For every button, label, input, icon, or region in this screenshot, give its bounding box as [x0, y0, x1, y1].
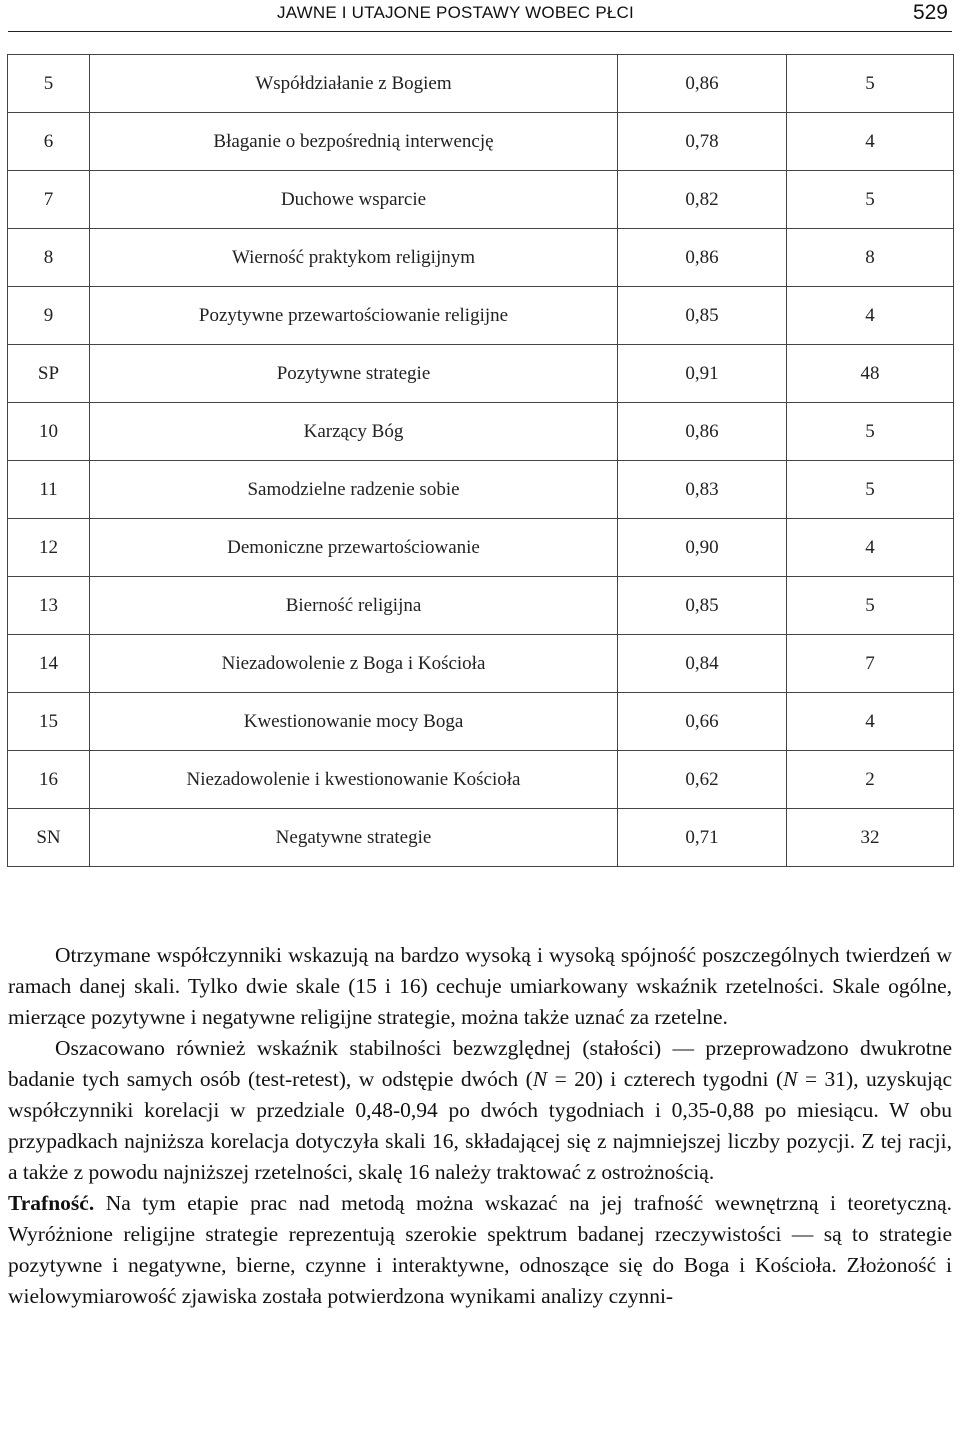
item-count-cell: 7 — [787, 635, 954, 693]
running-header-title: JAWNE I UTAJONE POSTAWY WOBEC PŁCI — [277, 3, 634, 22]
item-count-cell: 8 — [787, 229, 954, 287]
item-count-cell: 4 — [787, 693, 954, 751]
item-count-cell: 32 — [787, 809, 954, 867]
scale-name-cell: Współdziałanie z Bogiem — [90, 55, 618, 113]
body-paragraph — [8, 1033, 952, 1188]
table-row — [8, 577, 954, 635]
paragraph-text: Otrzymane współczynniki wskazują na bardzo wysoką i wysoką spójność poszczególnych twierdzeń w ramach danej skali. Tylko dwie skale (15 i 16) cechuje umiarkowany wskaźnik rzetelności. Skale ogólne, mierzące pozytywne i negatywne religijne strategie, można także uznać za rzetelne. — [8, 943, 952, 1029]
alpha-coefficient-cell: 0,62 — [618, 751, 787, 809]
item-count-cell: 5 — [787, 403, 954, 461]
alpha-coefficient-cell: 0,90 — [618, 519, 787, 577]
item-count-cell: 5 — [787, 171, 954, 229]
reliability-table-body — [8, 55, 954, 867]
alpha-coefficient-cell: 0,86 — [618, 55, 787, 113]
paragraph-text: = 20) i czterech tygodni ( — [547, 1067, 784, 1091]
scale-id-cell: 11 — [8, 461, 90, 519]
table-row — [8, 693, 954, 751]
paragraph-text: Oszacowano również wskaźnik stabilności bezwzględnej (stałości) — przeprowadzono dwukrotne badanie tych samych osób (test-retest), w odstępie dwóch ( — [8, 1036, 952, 1091]
scale-id-cell: 9 — [8, 287, 90, 345]
alpha-coefficient-cell: 0,78 — [618, 113, 787, 171]
body-text — [8, 940, 952, 1312]
scale-id-cell: 12 — [8, 519, 90, 577]
item-count-cell: 5 — [787, 577, 954, 635]
scale-id-cell: SN — [8, 809, 90, 867]
scale-id-cell: 6 — [8, 113, 90, 171]
body-paragraph — [8, 940, 952, 1033]
scale-id-cell: 5 — [8, 55, 90, 113]
scale-id-cell: 15 — [8, 693, 90, 751]
scale-name-cell: Demoniczne przewartościowanie — [90, 519, 618, 577]
table-row — [8, 809, 954, 867]
header-rule — [8, 31, 952, 32]
alpha-coefficient-cell: 0,85 — [618, 577, 787, 635]
scale-id-cell: 13 — [8, 577, 90, 635]
scale-name-cell: Wierność praktykom religijnym — [90, 229, 618, 287]
alpha-coefficient-cell: 0,84 — [618, 635, 787, 693]
body-paragraph — [8, 1188, 952, 1312]
table-row — [8, 229, 954, 287]
running-header — [0, 0, 960, 34]
scale-id-cell: 7 — [8, 171, 90, 229]
scale-name-cell: Negatywne strategie — [90, 809, 618, 867]
table-row — [8, 55, 954, 113]
scale-name-cell: Niezadowolenie z Boga i Kościoła — [90, 635, 618, 693]
item-count-cell: 2 — [787, 751, 954, 809]
item-count-cell: 4 — [787, 113, 954, 171]
table-row — [8, 403, 954, 461]
scale-name-cell: Bierność religijna — [90, 577, 618, 635]
item-count-cell: 5 — [787, 55, 954, 113]
scale-name-cell: Duchowe wsparcie — [90, 171, 618, 229]
reliability-table — [7, 54, 954, 867]
item-count-cell: 48 — [787, 345, 954, 403]
italic-symbol: N — [532, 1067, 548, 1091]
alpha-coefficient-cell: 0,86 — [618, 403, 787, 461]
scale-id-cell: 8 — [8, 229, 90, 287]
scale-id-cell: SP — [8, 345, 90, 403]
italic-symbol: N — [783, 1067, 798, 1091]
page-number: 529 — [912, 1, 948, 24]
alpha-coefficient-cell: 0,83 — [618, 461, 787, 519]
alpha-coefficient-cell: 0,66 — [618, 693, 787, 751]
alpha-coefficient-cell: 0,86 — [618, 229, 787, 287]
scale-name-cell: Błaganie o bezpośrednią interwencję — [90, 113, 618, 171]
section-heading-inline: Trafność. — [8, 1191, 95, 1215]
table-row — [8, 461, 954, 519]
paragraph-text: = 31), uzyskując współczynniki korelacji w przedziale 0,48-0,94 po dwóch tygodniach i 0,35-0,88 po miesiącu. W obu przypadkach najniższa korelacja dotyczyła skali 16, składającej się z najmniejszej liczby pozycji. Z tej racji, a także z powodu najniższej rzetelności, skalę 16 należy traktować z ostrożnością. — [8, 1067, 952, 1184]
table-row — [8, 345, 954, 403]
table-row — [8, 751, 954, 809]
scale-name-cell: Pozytywne strategie — [90, 345, 618, 403]
table-row — [8, 171, 954, 229]
scale-name-cell: Pozytywne przewartościowanie religijne — [90, 287, 618, 345]
scale-name-cell: Niezadowolenie i kwestionowanie Kościoła — [90, 751, 618, 809]
scale-id-cell: 10 — [8, 403, 90, 461]
table-row — [8, 519, 954, 577]
item-count-cell: 5 — [787, 461, 954, 519]
scale-name-cell: Samodzielne radzenie sobie — [90, 461, 618, 519]
item-count-cell: 4 — [787, 519, 954, 577]
scale-name-cell: Kwestionowanie mocy Boga — [90, 693, 618, 751]
reliability-table-container — [7, 54, 953, 867]
scale-id-cell: 16 — [8, 751, 90, 809]
alpha-coefficient-cell: 0,82 — [618, 171, 787, 229]
table-row — [8, 287, 954, 345]
alpha-coefficient-cell: 0,85 — [618, 287, 787, 345]
alpha-coefficient-cell: 0,91 — [618, 345, 787, 403]
item-count-cell: 4 — [787, 287, 954, 345]
scale-name-cell: Karzący Bóg — [90, 403, 618, 461]
table-row — [8, 635, 954, 693]
paragraph-text: Na tym etapie prac nad metodą można wskazać na jej trafność wewnętrzną i teoretyczną. Wyróżnione religijne strategie reprezentują szerokie spektrum badanej rzeczywistości — są to strategie pozytywne i negatywne, bierne, czynne i interaktywne, odnoszące się do Boga i Kościoła. Złożoność i wielowymiarowość zjawiska została potwierdzona wynikami analizy czynni- — [8, 1191, 952, 1308]
scale-id-cell: 14 — [8, 635, 90, 693]
table-row — [8, 113, 954, 171]
alpha-coefficient-cell: 0,71 — [618, 809, 787, 867]
